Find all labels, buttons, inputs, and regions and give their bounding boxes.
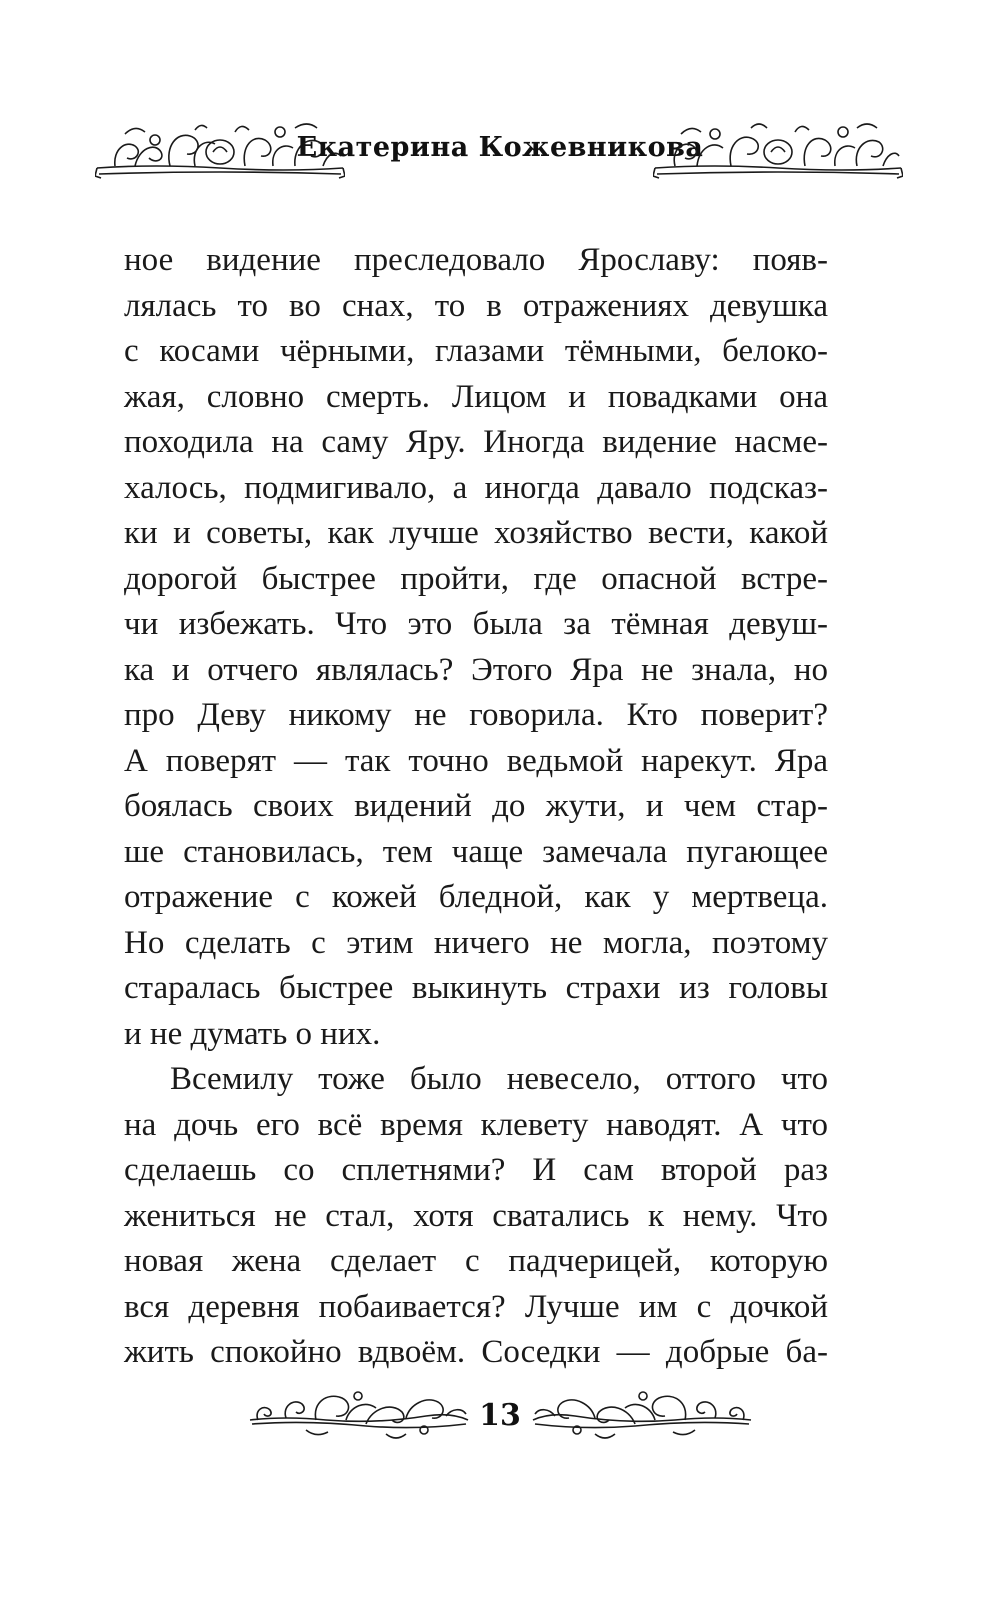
text-line: боялась своих видений до жути, и чем стар- bbox=[124, 788, 828, 824]
text-line: Всемилу тоже было невесело, оттого что bbox=[170, 1061, 828, 1097]
text-line: ше становилась, тем чаще замечала пугающее bbox=[124, 833, 828, 870]
text-line: лялась то во снах, то в отражениях девушка bbox=[124, 287, 828, 324]
text-line: сделаешь со сплетнями? И сам второй раз bbox=[124, 1152, 828, 1188]
text-line: отражение с кожей бледной, как у мертвеца. bbox=[124, 879, 828, 915]
page-number: 13 bbox=[479, 1398, 521, 1433]
text-line: дорогой быстрее пройти, где опасной встре- bbox=[124, 560, 828, 597]
text-line: чи избежать. Что это была за тёмная девуш- bbox=[124, 606, 828, 642]
swirl-ornament-right-icon bbox=[525, 1386, 755, 1446]
text-line: и не думать о них. bbox=[124, 1015, 381, 1052]
text-line: жая, словно смерть. Лицом и повадками она bbox=[124, 378, 828, 415]
text-line: новая жена сделает с падчерицей, которую bbox=[124, 1243, 828, 1279]
text-line: ка и отчего являлась? Этого Яра не знала, но bbox=[124, 651, 828, 688]
author-name: Екатерина Кожевникова bbox=[296, 132, 704, 163]
running-header bbox=[0, 118, 1000, 188]
text-line: жениться не стал, хотя сватались к нему. Что bbox=[124, 1197, 828, 1234]
text-line: халось, подмигивало, а иногда давало подсказ- bbox=[124, 469, 828, 506]
floral-ornament-right-icon bbox=[653, 118, 903, 184]
page-footer bbox=[0, 1386, 1000, 1456]
text-line: с косами чёрными, глазами тёмными, белоко- bbox=[124, 333, 828, 369]
text-line: старалась быстрее выкинуть страхи из головы bbox=[124, 970, 828, 1006]
body-text bbox=[124, 238, 828, 1376]
text-line: на дочь его всё время клевету наводят. А что bbox=[124, 1106, 828, 1143]
text-line: походила на саму Яру. Иногда видение насме- bbox=[124, 424, 828, 460]
text-line: вся деревня побаивается? Лучше им с дочкой bbox=[124, 1288, 828, 1325]
text-line: ное видение преследовало Ярославу: появ- bbox=[124, 242, 828, 278]
text-line: ки и советы, как лучше хозяйство вести, какой bbox=[124, 515, 828, 551]
text-line: А поверят — так точно ведьмой нарекут. Яра bbox=[124, 742, 828, 779]
text-line: про Деву никому не говорила. Кто поверит? bbox=[124, 697, 828, 733]
text-line: жить спокойно вдвоём. Соседки — добрые ба- bbox=[124, 1334, 828, 1370]
text-line: Но сделать с этим ничего не могла, поэтому bbox=[124, 924, 828, 961]
